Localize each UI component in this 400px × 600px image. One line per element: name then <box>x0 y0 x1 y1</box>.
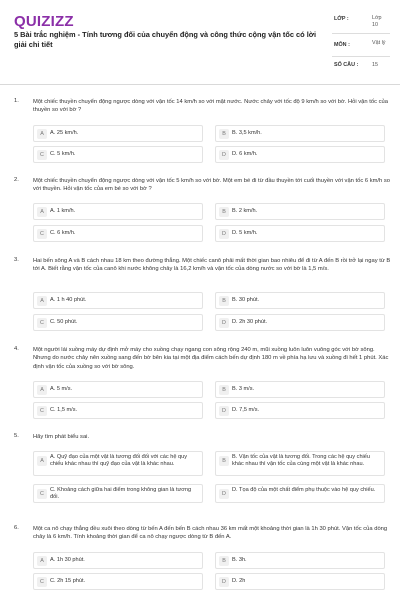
option-text: D. 6 km/h. <box>232 151 258 157</box>
option-letter: B <box>219 385 229 395</box>
option-letter: B <box>219 296 229 306</box>
option-letter: D <box>219 406 229 416</box>
option-a[interactable] <box>33 381 203 398</box>
page-header <box>0 0 400 82</box>
option-letter: D <box>219 489 229 499</box>
option-a[interactable] <box>33 125 203 142</box>
option-text: D. 2h <box>232 578 246 584</box>
mon-value: Vật lý <box>372 40 386 46</box>
option-letter: A <box>37 556 47 566</box>
option-text: C. Khoảng cách giữa hai điểm trong không gian là tương đối. <box>50 487 192 501</box>
question-text: Một chiếc thuyền chuyển động ngược dòng với vận tốc 14 km/h so với mặt nước. Nước chảy với tốc độ 9 km/h so với bờ. Hỏi vận tốc của thuyền so với bờ ? <box>33 99 388 114</box>
option-letter: B <box>219 129 229 139</box>
option-text: D. 7,5 m/s. <box>232 407 260 413</box>
option-letter: B <box>219 556 229 566</box>
option-letter: A <box>37 207 47 217</box>
option-b[interactable] <box>215 552 385 569</box>
option-letter: D <box>219 318 229 328</box>
option-c[interactable] <box>33 314 203 331</box>
option-text: C. 50 phút. <box>50 319 78 325</box>
mon-label: MÔN : <box>334 42 350 48</box>
option-c[interactable] <box>33 402 203 419</box>
option-d[interactable] <box>215 314 385 331</box>
question-text: Hãy tìm phát biểu sai. <box>33 434 90 440</box>
option-b[interactable] <box>215 451 385 476</box>
question-number: 6. <box>14 525 19 531</box>
header-divider <box>0 84 400 85</box>
option-b[interactable] <box>215 203 385 220</box>
question-number: 4. <box>14 346 19 352</box>
option-text: B. 30 phút. <box>232 297 260 303</box>
option-letter: B <box>219 456 229 466</box>
option-text: D. Tọa độ của một chất điểm phụ thuộc vào hệ quy chiếu. <box>232 487 376 493</box>
option-c[interactable] <box>33 573 203 590</box>
option-a[interactable] <box>33 552 203 569</box>
question-text: Một chiếc thuyền chuyển động ngược dòng với vận tốc 5 km/h so với bờ. Một em bé đi từ đầu thuyền tới cuối thuyền với vận tốc 6 km/h so với thuyền. Hỏi vận tốc của em bé so với bờ ? <box>33 178 390 193</box>
option-text: B. 3 m/s. <box>232 386 255 392</box>
option-c[interactable] <box>33 146 203 163</box>
option-d[interactable] <box>215 573 385 590</box>
option-text: C. 2h 15 phút. <box>50 578 86 584</box>
socau-label: SỐ CÂU : <box>334 62 359 68</box>
quizizz-logo: QUIZIZZ <box>14 13 74 30</box>
question-number: 3. <box>14 257 19 263</box>
option-a[interactable] <box>33 203 203 220</box>
option-text: B. Vận tốc của vật là tương đối. Trong các hệ quy chiếu khác nhau thì vận tốc của cùng một vật là khác nhau. <box>232 454 371 468</box>
option-a[interactable] <box>33 451 203 476</box>
option-text: A. 5 m/s. <box>50 386 73 392</box>
option-c[interactable] <box>33 484 203 503</box>
option-letter: D <box>219 577 229 587</box>
socau-value: 15 <box>372 62 378 68</box>
option-d[interactable] <box>215 146 385 163</box>
question-text: Một người lái xuồng máy dự định mở máy cho xuồng chạy ngang con sông rộng 240 m, mũi xuồng luôn luôn vuông góc với bờ sông. Nhưng do nước chảy nên xuồng sang đến bờ bên kia tại một địa điểm cách bến dự định 180 m về phía hạ lưu và xuồng đi hết 1 phút. Xác định vận tốc của xuồng so với bờ sông. <box>33 347 389 370</box>
option-a[interactable] <box>33 292 203 309</box>
option-d[interactable] <box>215 225 385 242</box>
option-b[interactable] <box>215 381 385 398</box>
option-letter: B <box>219 207 229 217</box>
option-text: A. 25 km/h. <box>50 130 79 136</box>
option-letter: C <box>37 229 47 239</box>
option-text: A. 1h 30 phút. <box>50 557 85 563</box>
option-text: B. 3h. <box>232 557 247 563</box>
meta-row-socau <box>332 57 390 71</box>
option-letter: C <box>37 489 47 499</box>
option-letter: A <box>37 296 47 306</box>
option-letter: A <box>37 385 47 395</box>
option-text: D. 5 km/h. <box>232 230 258 236</box>
option-letter: D <box>219 150 229 160</box>
option-c[interactable] <box>33 225 203 242</box>
option-letter: C <box>37 318 47 328</box>
option-text: C. 5 km/h. <box>50 151 76 157</box>
lop-label: LỚP : <box>334 16 349 22</box>
option-d[interactable] <box>215 402 385 419</box>
question-text: Hai bến sông A và B cách nhau 18 km theo đường thẳng. Một chiếc canô phải mất thời gian bao nhiêu để đi từ A đến B rồi trở lại ngay từ B tới A. Biết rằng vận tốc của canô khi nước không chảy là 16,2 km/h và vận tốc của dòng nước so với bờ là 1,5 m/s. <box>33 258 391 273</box>
option-text: B. 3,5 km/h. <box>232 130 262 136</box>
option-text: C. 1,5 m/s. <box>50 407 78 413</box>
lop-value: Lớp 10 <box>372 15 382 28</box>
question-number: 1. <box>14 98 19 104</box>
option-text: C. 6 km/h. <box>50 230 76 236</box>
option-letter: D <box>219 229 229 239</box>
option-letter: C <box>37 406 47 416</box>
option-text: D. 2h 30 phút. <box>232 319 268 325</box>
option-text: A. 1 h 40 phút. <box>50 297 87 303</box>
meta-row-lop <box>332 12 390 34</box>
option-letter: C <box>37 150 47 160</box>
option-letter: C <box>37 577 47 587</box>
option-text: A. Quỹ đạo của một vật là tương đối đối với các hệ quy chiếu khác nhau thì quỹ đạo của vật là khác nhau. <box>50 454 188 468</box>
meta-row-mon <box>332 34 390 57</box>
question-number: 2. <box>14 177 19 183</box>
option-text: B. 2 km/h. <box>232 208 258 214</box>
meta-panel <box>332 12 390 71</box>
option-b[interactable] <box>215 125 385 142</box>
question-number: 5. <box>14 433 19 439</box>
option-d[interactable] <box>215 484 385 503</box>
option-letter: A <box>37 456 47 466</box>
page-title: 5 Bài trắc nghiệm - Tính tương đối của chuyển động và công thức cộng vận tốc có lời giải chi tiết <box>14 30 317 49</box>
question-text: Một ca nô chạy thẳng đều xuôi theo dòng từ bến A đến bến B cách nhau 36 km mất một khoảng thời gian là 1h 30 phút. Vận tốc của dòng chảy là 6 km/h. Tính khoảng thời gian để ca nô chạy ngược dòng từ B đến A. <box>33 526 388 541</box>
option-letter: A <box>37 129 47 139</box>
option-b[interactable] <box>215 292 385 309</box>
option-text: A. 1 km/h. <box>50 208 76 214</box>
